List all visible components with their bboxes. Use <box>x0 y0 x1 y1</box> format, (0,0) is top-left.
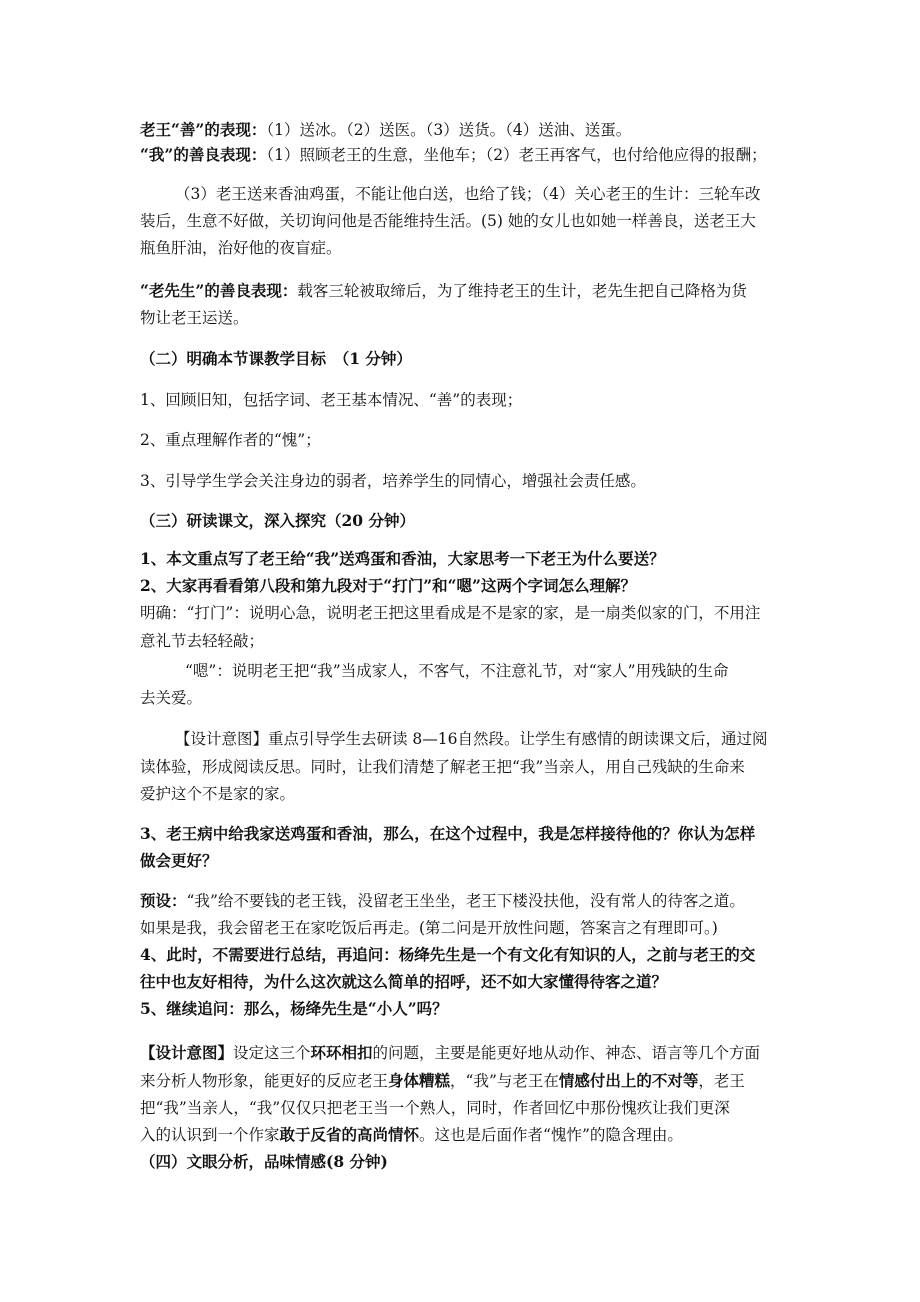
text-body: 载客三轮被取缔后，为了维持老王的生计，老先生把自己降格为货 <box>297 282 747 300</box>
text-body: 爱护这个不是家的家。 <box>140 785 296 803</box>
section-heading-2 <box>140 349 412 369</box>
text-body: 来分析人物形象，能更好的反应老王 <box>140 1072 389 1090</box>
answer-knock <box>140 603 760 623</box>
line-text <box>140 211 756 231</box>
text-body: 。这也是后面作者“愧怍”的隐含理由。 <box>419 1126 683 1144</box>
text-body: ，“我”与老王在 <box>450 1072 559 1090</box>
text-body: 往中也友好相待，为什么这次就这么简单的招呼，还不如大家懂得待客之道？ <box>140 972 668 991</box>
question-3 <box>140 824 755 844</box>
text-body: 做会更好？ <box>140 851 218 870</box>
text-body: 2、大家再看看第八段和第九段对于“打门”和“嗯”这两个字词怎么理解？ <box>140 576 636 595</box>
text-body: 2、重点理解作者的“愧”； <box>140 431 321 449</box>
question-1 <box>140 549 665 569</box>
text-body: 意礼节去轻轻敲； <box>140 632 265 650</box>
preset-answer <box>140 891 745 911</box>
line-lw-good-deeds <box>140 120 631 140</box>
text-body: “我”给不要钱的老王钱，没留老王坐坐，老王下楼没扶他，没有常人的待客之道。 <box>186 892 745 910</box>
question-5 <box>140 999 448 1019</box>
line-my-kindness <box>140 145 767 165</box>
design-intent-2 <box>140 1043 760 1063</box>
goal-item-3 <box>140 471 646 491</box>
text-body: 【设计意图】重点引导学生去研读 8—16自然段。让学生有感情的朗读课文后，通过阅 <box>175 730 768 748</box>
text-body: 装后，生意不好做，关切询问他是否能维持生活。(5) 她的女儿也如她一样善良，送老王大 <box>140 212 756 230</box>
section-title: （四）文眼分析，品味情感(8 分钟) <box>140 1152 388 1171</box>
text-body: 物让老王运送。 <box>140 309 249 327</box>
line-text <box>140 631 264 651</box>
text-body: 4、此时，不需要进行总结，再追问：杨绛先生是一个有文化有知识的人，之前与老王的交 <box>140 945 756 964</box>
section-heading-3 <box>140 511 415 531</box>
text-body: 把“我”当亲人，“我”仅仅只把老王当一个熟人，同时，作者回忆中那份愧疚让我们更深 <box>140 1099 730 1117</box>
text-heading: 预设： <box>140 891 187 910</box>
line-text <box>140 1098 730 1118</box>
text-emphasis: 环环相扣 <box>310 1043 373 1062</box>
text-body: ，老王 <box>698 1072 745 1090</box>
text-body: 3、老王病中给我家送鸡蛋和香油，那么，在这个过程中，我是怎样接待他的？你认为怎样 <box>140 824 756 843</box>
design-intent-1 <box>175 729 768 749</box>
section-heading-4 <box>140 1152 388 1172</box>
line-my-kindness-cont <box>175 184 760 204</box>
line-text <box>140 757 745 777</box>
section-title: （三）研读课文，深入探究（20 分钟） <box>140 511 415 530</box>
line-old-gentleman <box>140 281 747 301</box>
text-body: 3、引导学生学会关注身边的弱者，培养学生的同情心，增强社会责任感。 <box>140 472 646 490</box>
text-body: 瓶鱼肝油，治好他的夜盲症。 <box>140 239 342 257</box>
line-text <box>140 688 202 708</box>
line-text <box>140 238 342 258</box>
text-body: “嗯”：说明老王把“我”当成家人，不客气，不注意礼节，对“家人”用残缺的生命 <box>185 662 729 680</box>
text-body: 明确：“打门”：说明心急，说明老王把这里看成是不是家的家，是一扇类似家的门，不用注 <box>140 604 761 622</box>
section-title: （二）明确本节课教学目标 （1 分钟） <box>140 349 412 368</box>
text-body: 1、本文重点写了老王给“我”送鸡蛋和香油，大家思考一下老王为什么要送？ <box>140 549 665 568</box>
line-text <box>140 918 718 938</box>
text-emphasis: 敢于反省的高尚情怀 <box>279 1125 420 1144</box>
text-body: 读体验，形成阅读反思。同时，让我们清楚了解老王把“我”当亲人，用自己残缺的生命来 <box>140 758 745 776</box>
line-text <box>140 1125 683 1145</box>
line-text <box>140 1071 745 1091</box>
text-body: （1）送冰。（2）送医。（3）送货。（4）送油、送蛋。 <box>266 121 632 139</box>
text-body: 去关爱。 <box>140 689 203 707</box>
text-body: 5、继续追问：那么，杨绛先生是“小人”吗？ <box>140 999 448 1018</box>
goal-item-2 <box>140 430 321 450</box>
answer-en <box>185 661 729 681</box>
text-heading: “我”的善良表现： <box>140 145 267 164</box>
text-body: （3）老王送来香油鸡蛋，不能让他白送，也给了钱；（4）关心老王的生计：三轮车改 <box>175 185 761 203</box>
text-emphasis: 身体糟糕 <box>388 1071 451 1090</box>
line-text <box>140 308 249 328</box>
line-text <box>140 851 218 871</box>
text-body: 的问题，主要是能更好地从动作、神态、语言等几个方面 <box>372 1044 761 1062</box>
line-text <box>140 784 295 804</box>
line-text <box>140 972 667 992</box>
text-body: 1、回顾旧知，包括字词、老王基本情况、“善”的表现； <box>140 391 523 409</box>
text-heading: “老先生”的善良表现： <box>140 281 298 300</box>
text-body: 设定这三个 <box>233 1044 311 1062</box>
text-heading: 老王“善”的表现： <box>140 120 267 139</box>
text-emphasis: 情感付出上的不对等 <box>558 1071 699 1090</box>
goal-item-1 <box>140 390 522 410</box>
text-body: （1）照顾老王的生意，坐他车；（2）老王再客气，也付给他应得的报酬； <box>266 146 767 164</box>
text-body: 入的认识到一个作家 <box>140 1126 280 1144</box>
text-body: 如果是我，我会留老王在家吃饭后再走。(第二问是开放性问题，答案言之有理即可。) <box>140 919 718 937</box>
question-2 <box>140 576 636 596</box>
text-heading: 【设计意图】 <box>140 1043 234 1062</box>
question-4 <box>140 945 755 965</box>
